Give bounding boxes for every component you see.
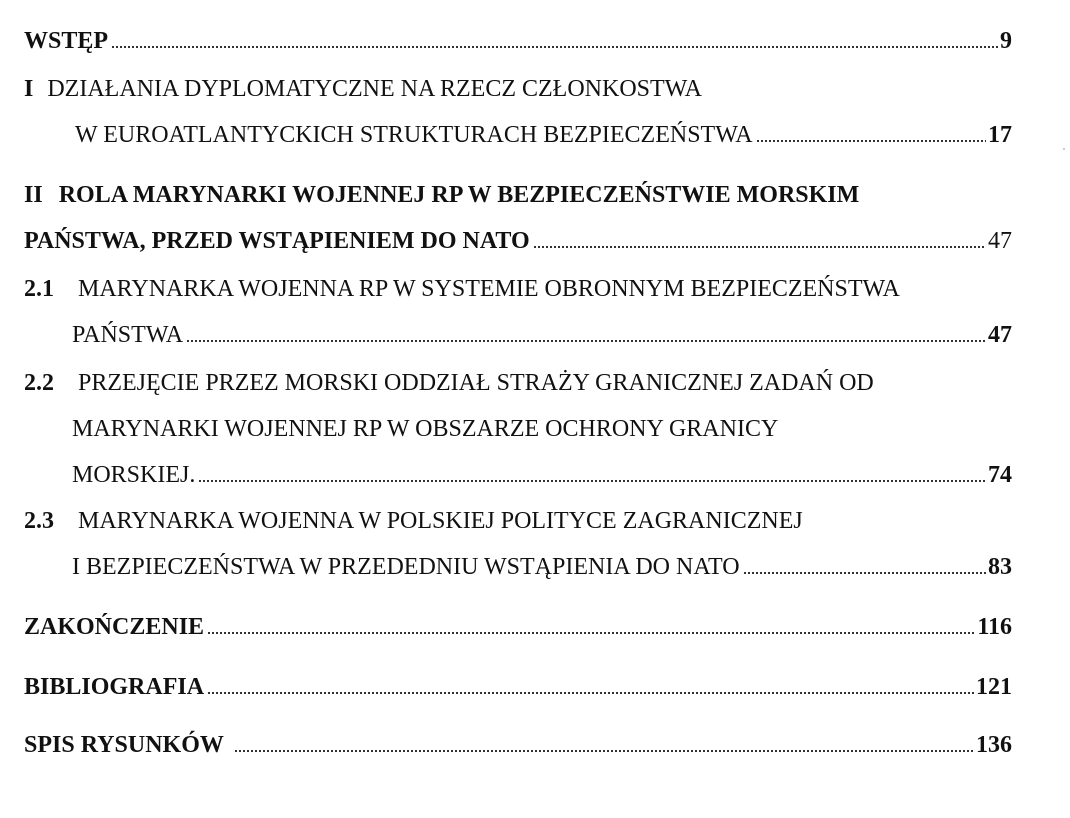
toc-title: MARYNARKA WOJENNA RP W SYSTEMIE OBRONNYM BEZPIECZEŃSTWA [78, 276, 900, 302]
dot-leader [186, 340, 986, 342]
toc-entry-zakonczenie[interactable] [24, 612, 1012, 642]
dot-leader [111, 46, 998, 48]
toc-title: DZIAŁANIA DYPLOMATYCZNE NA RZECZ CZŁONKOSTWA [47, 76, 702, 102]
toc-page-number: 17 [988, 122, 1012, 148]
dot-leader [234, 750, 974, 752]
toc-title-continued: MARYNARKI WOJENNEJ RP W OBSZARZE OCHRONY GRANICY [72, 416, 779, 442]
dot-leader [198, 480, 986, 482]
toc-entry-section-2-2[interactable] [72, 460, 1012, 490]
dot-leader [533, 246, 986, 248]
toc-page-number: 83 [988, 554, 1012, 580]
toc-title: ROLA MARYNARKI WOJENNEJ RP W BEZPIECZEŃSTWIE MORSKIM [58, 182, 860, 208]
toc-page-number: 121 [976, 674, 1012, 700]
toc-page-number: 136 [976, 732, 1012, 758]
toc-section-2-2-line-2[interactable] [72, 414, 778, 444]
toc-page-number: 47 [988, 322, 1012, 348]
toc-entry-section-2-1[interactable] [72, 320, 1012, 350]
toc-page-number: 47 [988, 228, 1012, 254]
toc-section-2-2-heading[interactable] [24, 368, 874, 398]
toc-title-continued: MORSKIEJ. [72, 462, 196, 488]
section-number: 2.2 [24, 370, 54, 396]
toc-title: PRZEJĘCIE PRZEZ MORSKI ODDZIAŁ STRAŻY GRANICZNEJ ZADAŃ OD [78, 370, 874, 396]
toc-entry-section-2-3[interactable] [72, 552, 1012, 582]
dot-leader [207, 632, 975, 634]
chapter-number: II [24, 182, 43, 208]
toc-section-2-3-heading[interactable] [24, 506, 803, 536]
toc-title-continued: I BEZPIECZEŃSTWA W PRZEDEDNIU WSTĄPIENIA DO NATO [72, 554, 740, 580]
toc-title: ZAKOŃCZENIE [24, 614, 205, 640]
toc-page-number: 9 [1000, 28, 1012, 54]
toc-chapter-2-heading[interactable] [24, 180, 859, 210]
section-number: 2.1 [24, 276, 54, 302]
toc-title: BIBLIOGRAFIA [24, 674, 205, 700]
toc-page-number: 116 [977, 614, 1012, 640]
toc-chapter-1-heading[interactable] [24, 74, 702, 104]
toc-entry-spis-rysunkow[interactable] [24, 730, 1012, 760]
toc-entry-bibliografia[interactable] [24, 672, 1012, 702]
toc-title-continued: PAŃSTWA [72, 322, 184, 348]
toc-title: MARYNARKA WOJENNA W POLSKIEJ POLITYCE ZAGRANICZNEJ [78, 508, 803, 534]
dot-leader [743, 572, 986, 574]
toc-page-number: 74 [988, 462, 1012, 488]
toc-entry-wstep[interactable] [24, 26, 1012, 56]
toc-entry-chapter-1[interactable] [75, 120, 1012, 150]
toc-title: WSTĘP [24, 28, 109, 54]
toc-title-continued: W EUROATLANTYCKICH STRUKTURACH BEZPIECZEŃSTWA [75, 122, 753, 148]
chapter-number: I [24, 76, 34, 102]
toc-section-2-1-heading[interactable] [24, 274, 900, 304]
dot-leader [756, 140, 986, 142]
scan-speck [1063, 148, 1065, 150]
toc-title: SPIS RYSUNKÓW [24, 732, 224, 758]
dot-leader [207, 692, 974, 694]
section-number: 2.3 [24, 508, 54, 534]
toc-title-continued: PAŃSTWA, PRZED WSTĄPIENIEM DO NATO [24, 228, 530, 254]
toc-entry-chapter-2[interactable] [24, 226, 1012, 256]
